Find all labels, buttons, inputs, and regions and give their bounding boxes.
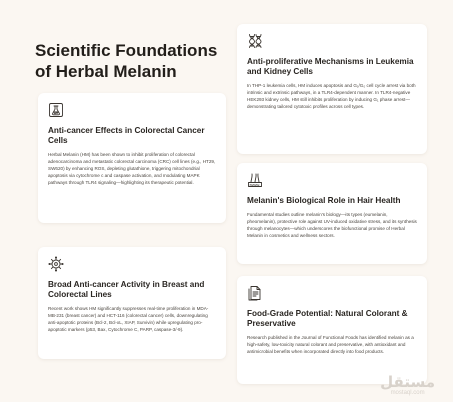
watermark-logo [380, 375, 435, 397]
lab-flask-icon [48, 102, 64, 118]
card-body: Research published in the Journal of Functional Foods has identified melanin as a high-safety, low-toxicity natural colorant and preservative, with antioxidant and antimicrobial benefits when incorporated directly into food products. [247, 335, 414, 354]
page-title: Scientific Foundations of Herbal Melanin [35, 41, 218, 81]
card-colorectal-cancer [38, 93, 226, 223]
card-body: Herbal Melanin (HM) has been shown to inhibit proliferation of colorectal adenocarcinoma and metastatic colorectal carcinoma (CRC) cell lines (e.g., HT29, SW620) by enhancing ROS, depleting glutathione, triggering mitochondrial apoptosis via cytochrome c and caspase activation, and modulating MAPK pathways through TLR4 signaling—highlighting its therapeutic potential. [48, 152, 216, 185]
card-body: Fundamental studies outline melanin's biology—its types (eumelanin, pheomelanin), protective role against UV-induced oxidative stress, and its synthesis through melanocytes—which underscores the biofunctional promise of Herbal Melanin in cosmetics and wellness sectors. [247, 212, 417, 238]
virus-cell-icon [48, 256, 64, 272]
journal-document-icon [247, 285, 263, 301]
card-breast-colorectal [38, 247, 226, 359]
hair-follicle-icon [247, 172, 263, 188]
card-leukemia-kidney [237, 24, 427, 154]
card-body: In THP-1 leukemia cells, HM induces apoptosis and G₁/G₀ cell cycle arrest via both intrinsic and extrinsic pathways, in a TLR4-dependent manner. In TLR4-negative HEK293 kidney cells, HM still inhibits proliferation by inducing G₁ phase arrest—demonstrating tailored cytotoxic profiles across cell types. [247, 83, 416, 109]
card-title: Food-Grade Potential: Natural Colorant & Preservative [247, 309, 408, 328]
watermark-latin: mostaql.com [390, 390, 425, 396]
watermark-arabic: مستقل [380, 373, 435, 391]
card-body: Recent work shows HM significantly suppresses real-time proliferation in MDA-MB-231 (breast cancer) and HCT-116 (colorectal cancer) cells, downregulating anti-apoptotic proteins (Bcl-2, Bcl-xL, XIAP, Survivin) while upregulating pro-apoptotic markers (p53, Bax, Cytochrome C, PARP, caspase-3/-9). [48, 306, 209, 332]
card-title: Broad Anti-cancer Activity in Breast and Colorectal Lines [48, 280, 205, 299]
card-title: Melanin's Biological Role in Hair Health [247, 196, 401, 205]
card-title: Anti-cancer Effects in Colorectal Cancer Cells [48, 126, 205, 145]
card-title: Anti-proliferative Mechanisms in Leukemia and Kidney Cells [247, 57, 414, 76]
card-food-grade [237, 276, 427, 384]
card-hair-health [237, 163, 427, 264]
dna-helix-icon [247, 33, 263, 49]
